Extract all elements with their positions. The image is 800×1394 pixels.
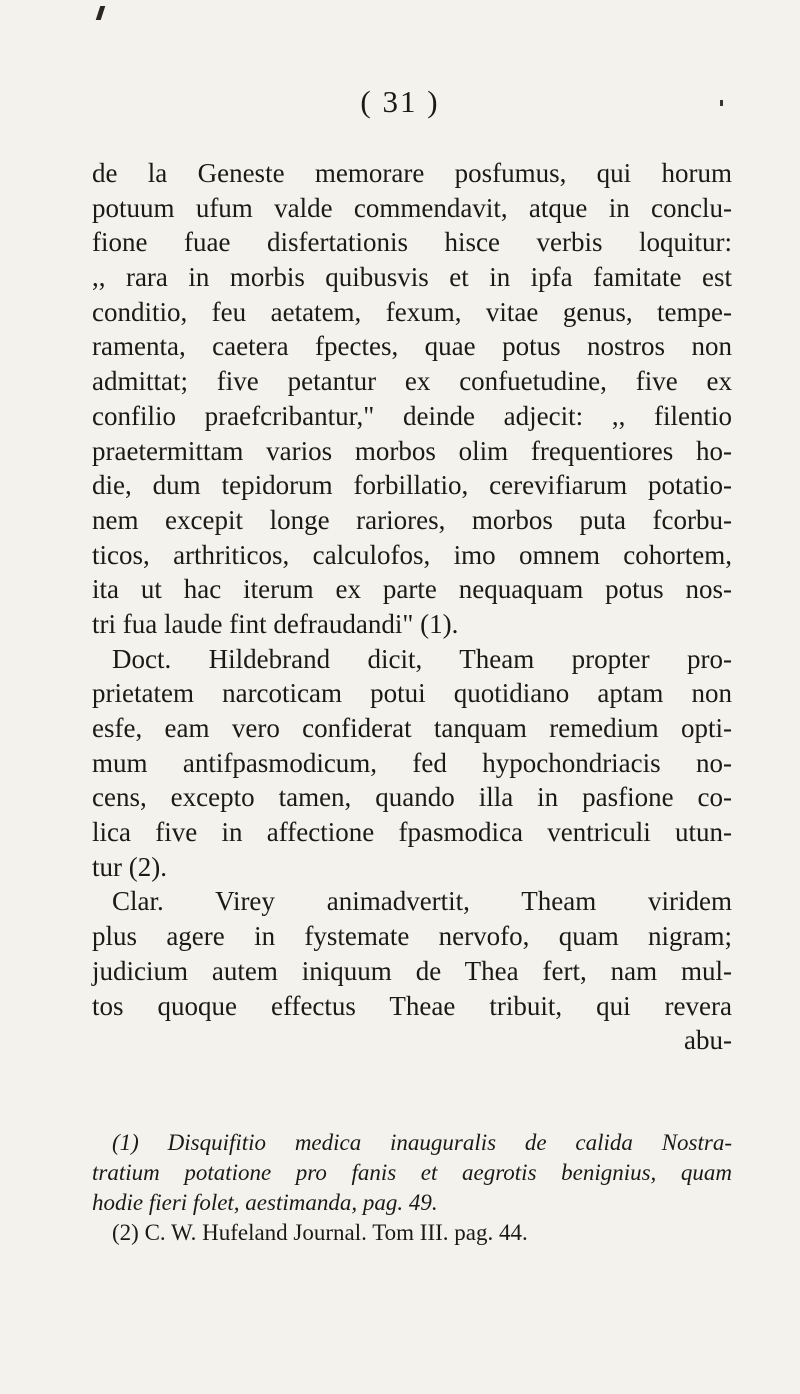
- text-line: admittat; five petantur ex confuetudine, five ex: [92, 366, 732, 397]
- footnotes: [92, 1128, 732, 1248]
- footnote-line: tratium potatione pro fanis et aegrotis benignius, quam: [92, 1160, 732, 1185]
- text-line: praetermittam varios morbos olim frequentiores ho-: [92, 435, 732, 466]
- text-line: ramenta, caetera fpectes, quae potus nostros non: [92, 331, 732, 362]
- text-line: fione fuae disfertationis hisce verbis loquitur:: [92, 227, 732, 258]
- text-line: judicium autem iniquum de Thea fert, nam mul-: [92, 955, 732, 986]
- text-line: Clar. Virey animadvertit, Theam viridem: [112, 886, 732, 917]
- footnote-line: (2) C. W. Hufeland Journal. Tom III. pag. 44.: [112, 1220, 528, 1245]
- text-line: tur (2).: [92, 851, 167, 882]
- text-line: ticos, arthriticos, calculofos, imo omnem cohortem,: [92, 539, 732, 570]
- text-line: de la Geneste memorare posfumus, qui horum: [92, 158, 732, 188]
- text-line: potuum ufum valde commendavit, atque in conclu-: [92, 192, 732, 223]
- text-line: prietatem narcoticam potui quotidiano aptam non: [92, 678, 732, 709]
- catchword: abu-: [684, 1025, 732, 1056]
- text-line: conditio, feu aetatem, fexum, vitae genus, tempe-: [92, 296, 732, 327]
- text-line: lica five in affectione fpasmodica ventriculi utun-: [92, 817, 732, 848]
- text-line: plus agere in fystemate nervofo, quam nigram;: [92, 921, 732, 952]
- ink-mark: [96, 6, 106, 20]
- text-line: Doct. Hildebrand dicit, Theam propter pro-: [112, 643, 732, 674]
- text-line: confilio praefcribantur," deinde adjecit: ,, filentio: [92, 400, 732, 431]
- text-line: cens, excepto tamen, quando illa in pasfione co-: [92, 782, 732, 813]
- text-line: nem excepit longe rariores, morbos puta fcorbu-: [92, 504, 732, 535]
- text-line: tri fua laude fint defraudandi" (1).: [92, 608, 459, 639]
- text-line: mum antifpasmodicum, fed hypochondriacis no-: [92, 747, 732, 778]
- body-text: [92, 156, 732, 1058]
- text-line: ,, rara in morbis quibusvis et in ipfa famitate est: [92, 262, 732, 293]
- text-line: esfe, eam vero confiderat tanquam remedium opti-: [92, 713, 732, 743]
- page-number: ( 31 ): [360, 84, 440, 119]
- text-line: ita ut hac iterum ex parte nequaquam potus nos-: [92, 574, 732, 605]
- text-line: die, dum tepidorum forbillatio, cerevifiarum potatio-: [92, 470, 732, 501]
- text-line: tos quoque effectus Theae tribuit, qui revera: [92, 990, 732, 1021]
- footnote-line: (1) Disquifitio medica inauguralis de calida Nostra-: [112, 1130, 732, 1155]
- footnote-line: hodie fieri folet, aestimanda, pag. 49.: [92, 1190, 438, 1215]
